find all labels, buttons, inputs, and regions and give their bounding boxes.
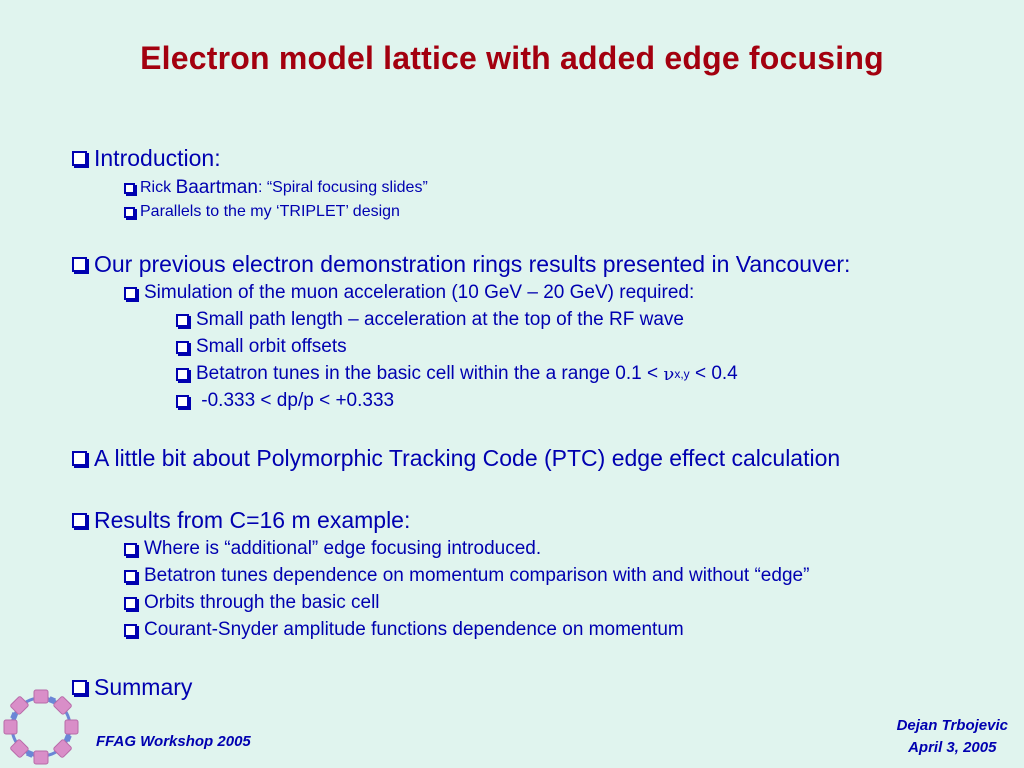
previous-results-label: Our previous electron demonstration rings results presented in Vancouver: [94, 251, 851, 277]
square-bullet-icon [124, 287, 137, 300]
square-bullet-icon [124, 207, 135, 218]
dp-text: -0.333 < dp/p < +0.333 [196, 390, 395, 411]
bullet-introduction [72, 145, 221, 172]
square-bullet-icon [72, 257, 87, 272]
results-item-text: Where is “additional” edge focusing introduced. [144, 538, 542, 559]
bullet-simulation [124, 282, 694, 304]
square-bullet-icon [176, 341, 189, 354]
bullet-previous-results [72, 251, 850, 278]
ptc-label: A little bit about Polymorphic Tracking Code (PTC) edge effect calculation [94, 445, 841, 471]
nu-symbol: ν [663, 363, 675, 385]
list-item [124, 538, 541, 560]
bullet-ptc [72, 445, 840, 472]
bullet-summary [72, 674, 192, 701]
footer-date: April 3, 2005 [908, 739, 997, 756]
footer-author: Dejan Trbojevic [896, 717, 1008, 734]
list-item [124, 619, 684, 641]
square-bullet-icon [124, 597, 137, 610]
ring-lattice-logo-icon [2, 688, 80, 766]
results-item-text: Orbits through the basic cell [144, 592, 380, 613]
square-bullet-icon [124, 543, 137, 556]
square-bullet-icon [124, 624, 137, 637]
footer-author-block [897, 715, 1008, 759]
summary-label: Summary [94, 674, 193, 700]
bullet-orbit-offsets [176, 336, 347, 358]
bullet-dp-range [176, 390, 394, 412]
list-item [124, 592, 380, 614]
results-item-text: Betatron tunes dependence on momentum comparison with and without “edge” [144, 565, 810, 586]
tunes-prefix: Betatron tunes in the basic cell within the a range 0.1 < [196, 363, 664, 384]
results-item-text: Courant-Snyder amplitude functions dependence on momentum [144, 619, 684, 640]
square-bullet-icon [72, 451, 87, 466]
list-item [124, 565, 809, 587]
introduction-label: Introduction: [94, 145, 221, 171]
bullet-rick-baartman [124, 177, 428, 199]
square-bullet-icon [124, 183, 135, 194]
simulation-text: Simulation of the muon acceleration (10 GeV – 20 GeV) required: [144, 282, 695, 303]
square-bullet-icon [72, 151, 87, 166]
rick-rest: : “Spiral focusing slides” [257, 179, 428, 196]
slide-title: Electron model lattice with added edge focusing [140, 40, 884, 76]
nu-subscript: x,y [674, 367, 690, 381]
orbit-offsets-text: Small orbit offsets [196, 336, 347, 357]
square-bullet-icon [72, 513, 87, 528]
path-length-text: Small path length – acceleration at the top of the RF wave [196, 309, 684, 330]
bullet-betatron-range [176, 363, 738, 385]
bullet-path-length [176, 309, 684, 331]
square-bullet-icon [176, 368, 189, 381]
bullet-results [72, 507, 410, 534]
bullet-parallels [124, 203, 400, 221]
results-label: Results from C=16 m example: [94, 507, 411, 533]
parallels-text: Parallels to the my ‘TRIPLET’ design [140, 203, 400, 220]
rick-prefix: Rick [140, 179, 176, 196]
square-bullet-icon [124, 570, 137, 583]
tunes-suffix: < 0.4 [689, 363, 738, 384]
square-bullet-icon [176, 395, 189, 408]
footer-workshop: FFAG Workshop 2005 [96, 733, 251, 750]
baartman-name: Baartman [175, 177, 258, 198]
square-bullet-icon [176, 314, 189, 327]
